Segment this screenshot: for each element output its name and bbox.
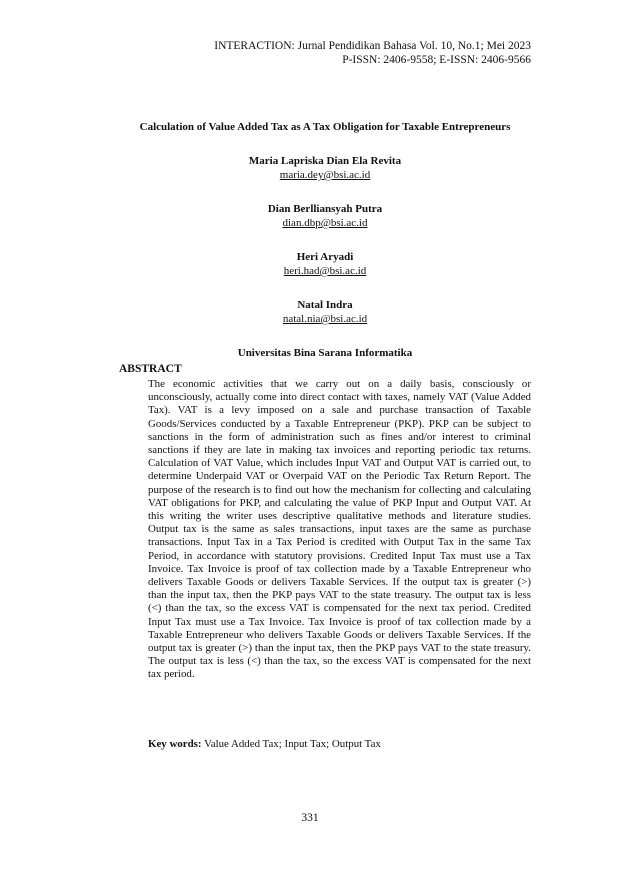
author-name: Natal Indra <box>297 299 353 311</box>
author-email-link[interactable]: natal.nia@bsi.ac.id <box>282 313 368 325</box>
author-name: Maria Lapriska Dian Ela Revita <box>248 155 402 167</box>
author-block <box>120 250 530 278</box>
author-email-link[interactable]: heri.had@bsi.ac.id <box>283 265 367 277</box>
author-name: Dian Berlliansyah Putra <box>267 203 383 215</box>
issn-line: P-ISSN: 2406-9558; E-ISSN: 2406-9566 <box>342 54 531 66</box>
author-block <box>120 202 530 230</box>
title-block <box>120 120 530 360</box>
keywords-list: Value Added Tax; Input Tax; Output Tax <box>204 738 381 750</box>
keywords-label: Key words: <box>148 738 202 750</box>
author-block <box>120 154 530 182</box>
author-email-link[interactable]: maria.dey@bsi.ac.id <box>279 169 371 181</box>
page-number: 331 <box>301 812 319 824</box>
journal-line: INTERACTION: Jurnal Pendidikan Bahasa Vol. 10, No.1; Mei 2023 <box>214 40 531 52</box>
paper-title: Calculation of Value Added Tax as A Tax Obligation for Taxable Entrepreneurs <box>139 121 511 133</box>
author-email-link[interactable]: dian.dbp@bsi.ac.id <box>282 217 368 229</box>
journal-header <box>214 39 531 67</box>
keywords <box>148 738 531 751</box>
abstract-heading: ABSTRACT <box>119 363 182 375</box>
abstract-body: The economic activities that we carry out on a daily basis, consciously or unconsciously, actually come into direct contact with taxes, namely VAT (Value Added Tax). VAT is a levy imposed on a sale and purchase transaction of Taxable Goods/Services conducted by a Taxable Entrepreneur (PKP). PKP can be subject to sanctions in the form of administration such as fines and/or interest to criminal sanctions if they are late in making tax invoices and reporting periodic tax returns. Calculation of VAT Value, which includes Input VAT and Output VAT is carried out, to determine Underpaid VAT or Overpaid VAT on the Periodic Tax Return Report. The purpose of the research is to find out how the mechanism for collecting and calculating VAT obligations for PKP, and calculating the value of PKP Input and Output VAT. At this writing the writer uses descriptive qualitative methods and literature studies. Output tax is the same as sales transactions, input taxes are the same as purchase transactions. Input Tax in a Tax Period is credited with Output Tax in the same Tax Period, in accordance with statutory provisions. Credited Input Tax must use a Tax Invoice. Tax Invoice is proof of tax collection made by a Taxable Entrepreneur who delivers Taxable Goods or delivers Taxable Services. If the output tax is greater (>) than the input tax, then the PKP pays VAT to the state treasury. The output tax is less (<) than the tax, so the excess VAT is compensated for the next tax period. Credited Input Tax must use a Tax Invoice. Tax Invoice is proof of tax collection made by a Taxable Entrepreneur who delivers Taxable Goods or delivers Taxable Services. If the output tax is greater (>) than the input tax, then the PKP pays VAT to the state treasury. The output tax is less (<) than the tax, so the excess VAT is compensated for the next tax period. <box>148 378 531 681</box>
affiliation: Universitas Bina Sarana Informatika <box>237 347 413 359</box>
author-block <box>120 298 530 326</box>
author-name: Heri Aryadi <box>296 251 354 263</box>
